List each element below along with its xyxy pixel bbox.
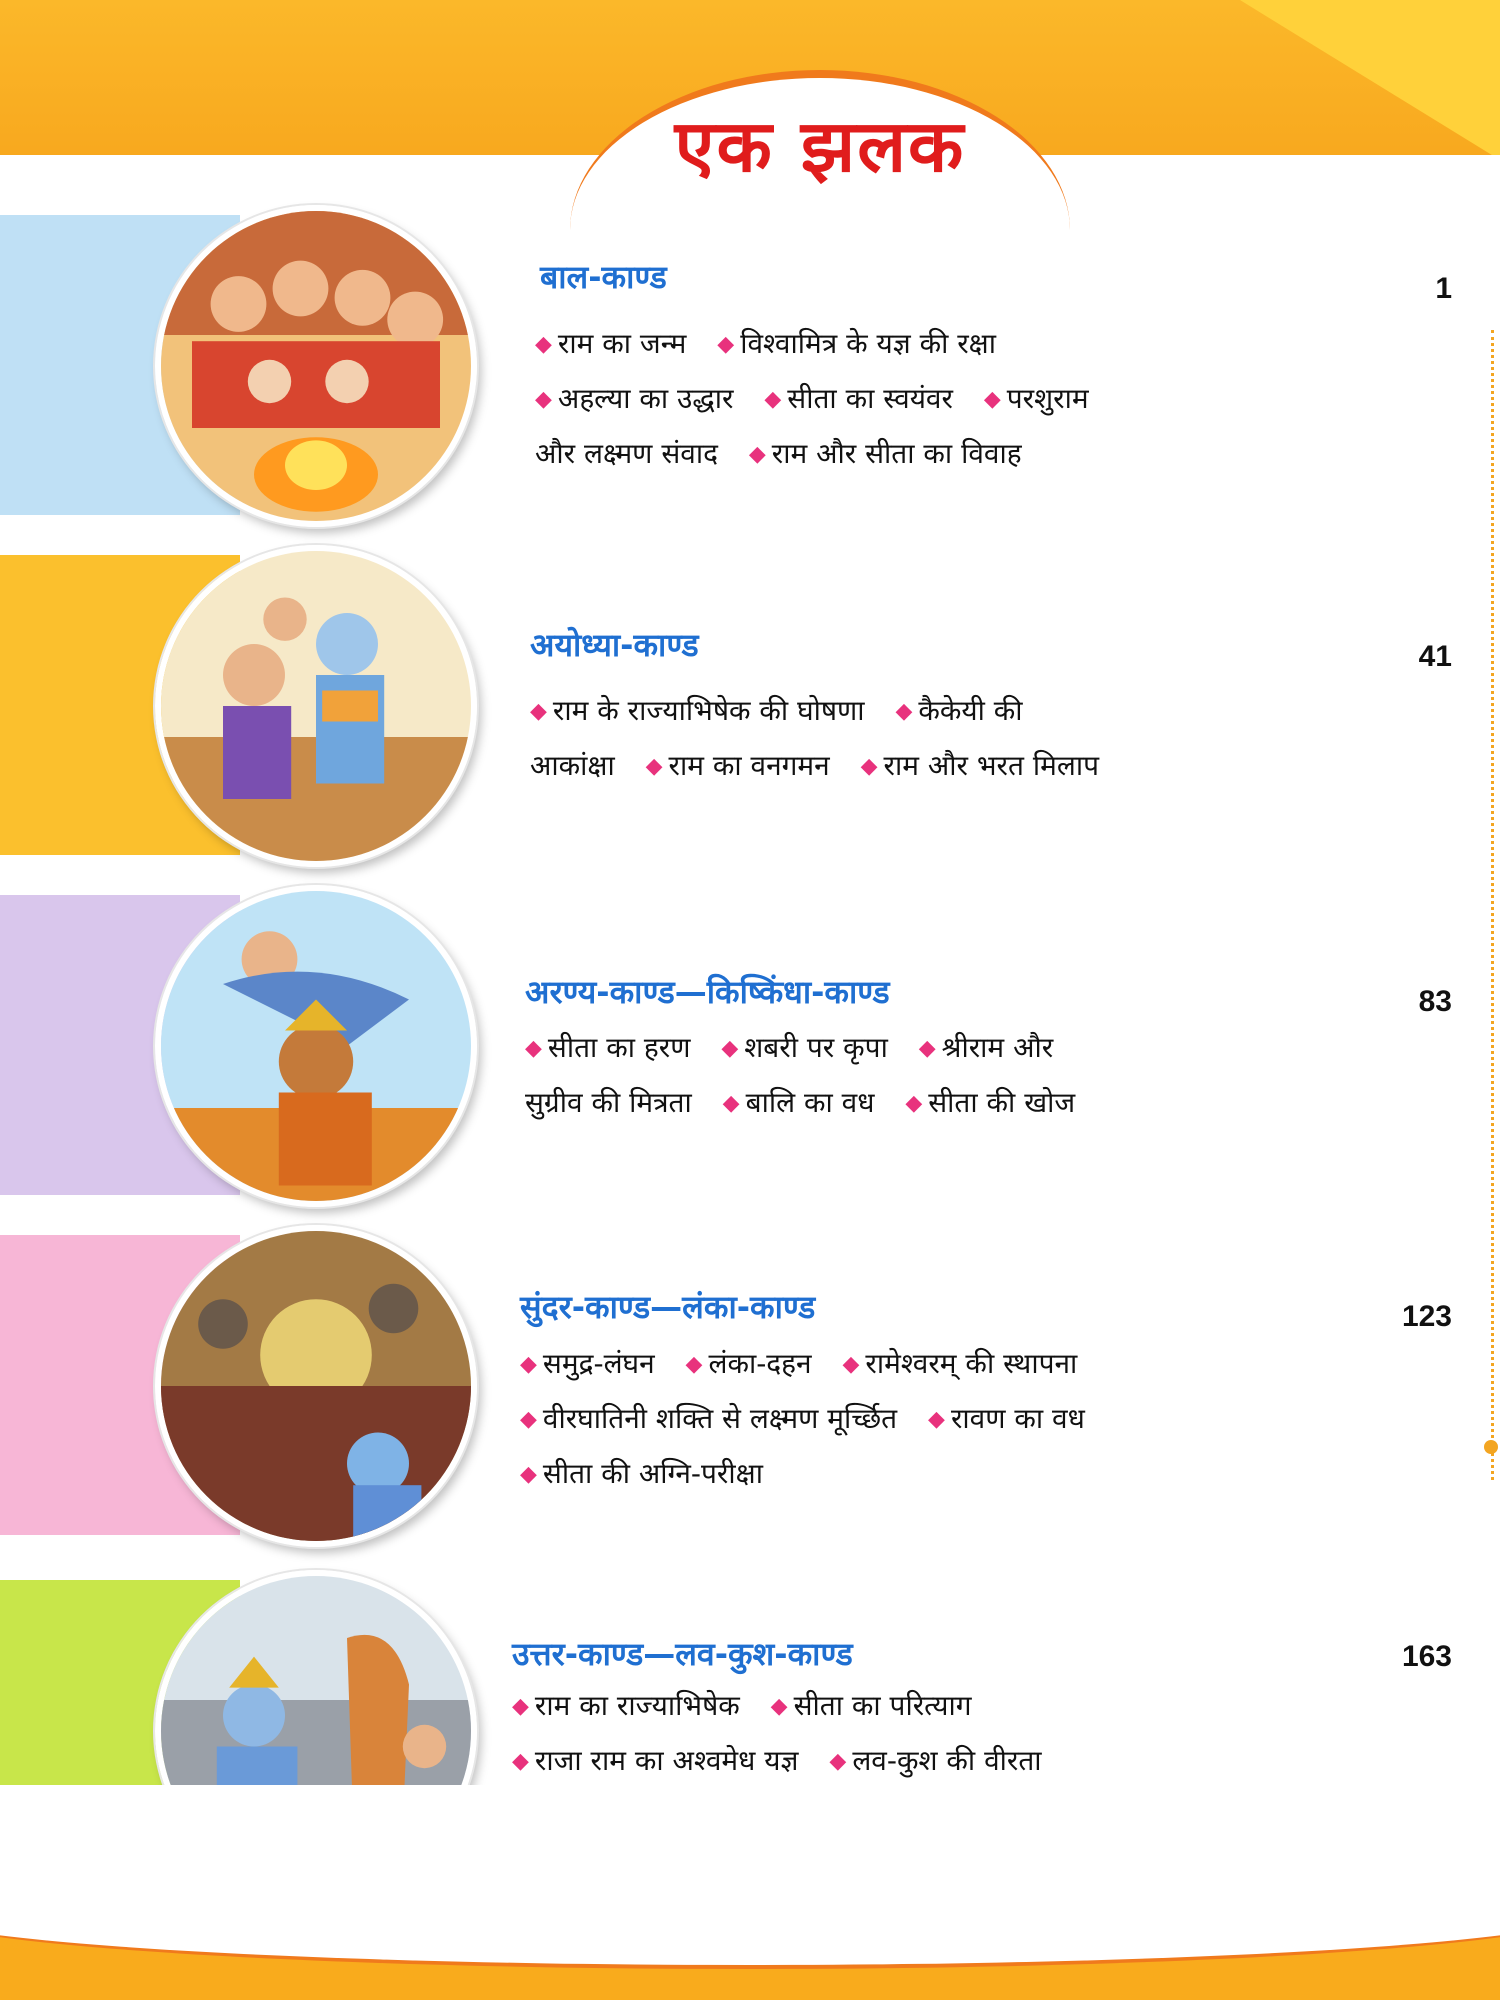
topic-label: परशुराम: [1006, 382, 1089, 415]
topic-label: समुद्र-लंघन: [542, 1347, 655, 1380]
topic-item: [525, 1031, 690, 1064]
topic-item: [928, 1402, 1085, 1435]
bullet-icon: ◆: [860, 754, 878, 779]
section-2-items: [530, 685, 1390, 795]
bottom-curve: [0, 1785, 1500, 1969]
bullet-icon: ◆: [842, 1352, 860, 1377]
section-3-image: [155, 885, 477, 1207]
topic-item: [535, 327, 686, 360]
topic-item: [646, 749, 830, 782]
bullet-icon: ◆: [535, 332, 552, 357]
birth-of-rama-illustration-icon: [161, 211, 471, 521]
bullet-icon: ◆: [685, 1352, 703, 1377]
topic-label: शबरी पर कृपा: [744, 1031, 888, 1064]
bullet-icon: ◆: [530, 699, 547, 724]
topic-label: राम और भरत मिलाप: [883, 749, 1100, 782]
bullet-icon: ◆: [525, 1036, 542, 1061]
section-4-title: सुंदर-काण्ड—लंका-काण्ड: [520, 1288, 816, 1326]
rama-departure-illustration-icon: [161, 551, 471, 861]
bullet-icon: ◆: [645, 754, 663, 779]
bullet-icon: ◆: [829, 1749, 847, 1774]
topic-label: राम और सीता का विवाह: [771, 437, 1022, 470]
topic-item: [520, 1457, 763, 1490]
page-title: एक झलक: [674, 104, 966, 188]
bullet-icon: ◆: [905, 1091, 923, 1116]
section-1-items: [535, 318, 1395, 483]
section-1-image: [155, 205, 477, 527]
topic-item: [520, 1402, 897, 1435]
topic-item: [535, 437, 718, 470]
topic-label: रामेश्वरम् की स्थापना: [865, 1347, 1078, 1380]
topic-label: लव-कुश की वीरता: [852, 1744, 1042, 1777]
topic-label: राम के राज्याभिषेक की घोषणा: [552, 694, 865, 727]
bullet-icon: ◆: [512, 1749, 529, 1774]
topic-item: [512, 1744, 798, 1777]
topic-item: [717, 327, 996, 360]
topic-item: [721, 1031, 887, 1064]
topic-item: [686, 1347, 812, 1380]
topic-item: [919, 1031, 1053, 1064]
section-3-page: 83: [1418, 985, 1452, 1018]
topic-item: [829, 1744, 1041, 1777]
topic-label: बालि का वध: [745, 1086, 875, 1119]
bullet-icon: ◆: [764, 387, 782, 412]
bullet-icon: ◆: [748, 442, 766, 467]
topic-label: राम का राज्याभिषेक: [534, 1689, 740, 1722]
topic-item: [723, 1086, 875, 1119]
bullet-icon: ◆: [717, 332, 735, 357]
topic-label: सीता की खोज: [928, 1086, 1076, 1119]
topic-item: [771, 1689, 972, 1722]
topic-label: श्रीराम और: [941, 1031, 1054, 1064]
topic-item: [520, 1347, 655, 1380]
bullet-icon: ◆: [895, 699, 913, 724]
topic-label: आकांक्षा: [530, 749, 615, 782]
topic-label: लंका-दहन: [708, 1347, 812, 1380]
topic-item: [843, 1347, 1078, 1380]
section-4-image: [155, 1225, 477, 1547]
section-2-image: [155, 545, 477, 867]
topic-label: सीता का स्वयंवर: [787, 382, 953, 415]
dotted-border-end: [1484, 1440, 1498, 1454]
bullet-icon: ◆: [721, 1036, 739, 1061]
bullet-icon: ◆: [535, 387, 552, 412]
topic-label: रावण का वध: [950, 1402, 1085, 1435]
topic-label: और लक्ष्मण संवाद: [535, 437, 718, 470]
bullet-icon: ◆: [983, 387, 1001, 412]
topic-item: [895, 694, 1022, 727]
topic-item: [764, 382, 953, 415]
bullet-icon: ◆: [722, 1091, 740, 1116]
topic-item: [530, 694, 865, 727]
topic-label: राम का वनगमन: [668, 749, 830, 782]
topic-label: राम का जन्म: [557, 327, 687, 360]
lanka-battle-illustration-icon: [161, 1231, 471, 1541]
section-2-page: 41: [1418, 640, 1452, 673]
topic-item: [905, 1086, 1075, 1119]
topic-item: [525, 1086, 692, 1119]
section-5-title: उत्तर-काण्ड—लव-कुश-काण्ड: [512, 1635, 853, 1673]
bullet-icon: ◆: [520, 1352, 537, 1377]
section-5-page: 163: [1401, 1640, 1452, 1673]
topic-label: सीता की अग्नि-परीक्षा: [542, 1457, 763, 1490]
section-3-items: [525, 1022, 1385, 1132]
section-2-title: अयोध्या-काण्ड: [530, 626, 699, 664]
topic-item: [512, 1689, 740, 1722]
topic-label: कैकेयी की: [918, 694, 1023, 727]
topic-item: [749, 437, 1022, 470]
topic-item: [984, 382, 1089, 415]
bullet-icon: ◆: [918, 1036, 936, 1061]
topic-label: राजा राम का अश्वमेध यज्ञ: [534, 1744, 799, 1777]
bullet-icon: ◆: [770, 1694, 788, 1719]
dotted-border: [1483, 330, 1494, 1480]
topic-label: अहल्या का उद्धार: [557, 382, 734, 415]
bullet-icon: ◆: [512, 1694, 529, 1719]
section-1-page: 1: [1435, 272, 1452, 305]
section-4-items: [520, 1338, 1380, 1503]
topic-item: [861, 749, 1099, 782]
bullet-icon: ◆: [928, 1407, 945, 1432]
sita-abduction-illustration-icon: [161, 891, 471, 1201]
bullet-icon: ◆: [520, 1407, 537, 1432]
section-4-page: 123: [1401, 1300, 1452, 1333]
topic-label: विश्वामित्र के यज्ञ की रक्षा: [740, 327, 997, 360]
section-3-title: अरण्य-काण्ड—किष्किंधा-काण्ड: [525, 973, 890, 1011]
section-1-title: बाल-काण्ड: [540, 258, 667, 296]
topic-item: [530, 749, 615, 782]
topic-label: वीरघातिनी शक्ति से लक्ष्मण मूर्च्छित: [542, 1402, 898, 1435]
topic-label: सीता का परित्याग: [793, 1689, 972, 1722]
topic-item: [535, 382, 733, 415]
topic-label: सुग्रीव की मित्रता: [525, 1086, 692, 1119]
topic-label: सीता का हरण: [547, 1031, 691, 1064]
bullet-icon: ◆: [520, 1462, 537, 1487]
